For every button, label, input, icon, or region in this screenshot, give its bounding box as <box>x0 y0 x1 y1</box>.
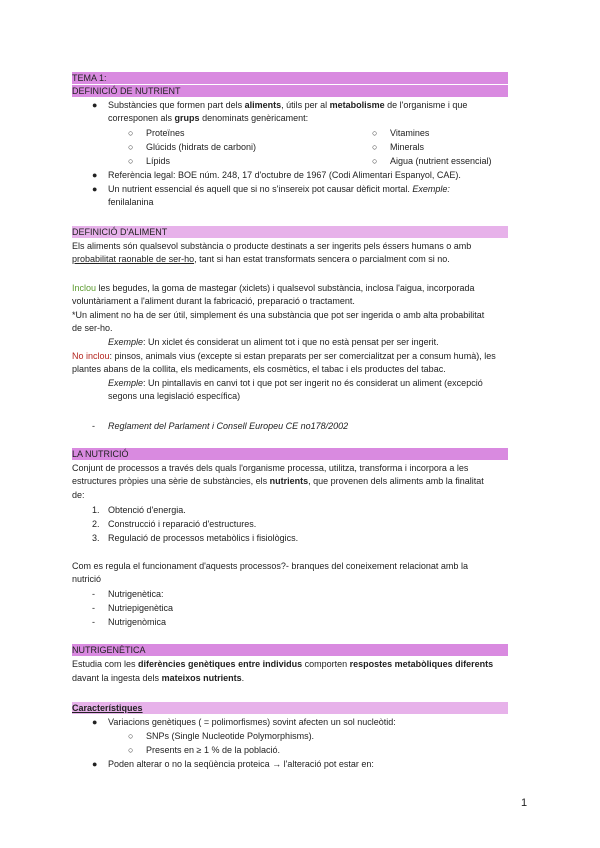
example-xiclet: Exemple: Un xiclet és considerat un aliment tot i que no està pensat per ser ingerit. <box>108 337 439 347</box>
characteristic-item: Poden alterar o no la seqüència proteica → l'alteració pot estar en: <box>108 759 374 769</box>
list-number: 2. <box>92 519 100 529</box>
characteristic-subitem: Presents en ≥ 1 % de la població. <box>146 745 281 755</box>
sub-bullet: ○ <box>372 142 378 152</box>
nutrigenetica-line2: davant la ingesta dels mateixos nutrients. <box>72 673 245 683</box>
sub-bullet: ○ <box>128 156 134 166</box>
nutrient-group-item: Glúcids (hidrats de carboni) <box>146 142 257 152</box>
aliment-definition-line2: probabilitat raonable de ser-ho, tant si han estat transformats sencera o parcialment com si no. <box>72 254 450 264</box>
question-line1: Com es regula el funcionament d'aquests processos?- branques del coneixement relacionat amb la <box>72 561 468 571</box>
nutrient-group-item: Proteïnes <box>146 128 185 138</box>
question-line2: nutrició <box>72 574 102 584</box>
characteristic-item: Variacions genètiques ( = polimorfismes) sovint afecten un sol nucleòtid: <box>108 717 396 727</box>
bullet-dot: ● <box>92 100 98 110</box>
section-title-nutrient: DEFINICIÓ DE NUTRIENT <box>72 85 508 97</box>
nutrigenetica-line1: Estudia com les diferències genètiques entre individus comporten respostes metabòliques diferents <box>72 659 494 669</box>
nutrient-group-item: Minerals <box>390 142 425 152</box>
nutrient-definition-line1: Substàncies que formen part dels aliments, útils per al metabolisme de l'organisme i que <box>108 100 468 110</box>
no-inclou-line1: No inclou: pinsos, animals vius (excepte si estan preparats per ser comercialitzat per a consum humà), les <box>72 351 496 361</box>
list-number: 3. <box>92 533 100 543</box>
section-title-caracteristiques: Característiques <box>72 702 508 714</box>
nutricio-line3: de: <box>72 490 85 500</box>
bullet-dot: ● <box>92 184 98 194</box>
no-inclou-line2: plantes abans de la collita, els medicaments, els cosmètics, el tabac i els productes del tabac. <box>72 364 446 374</box>
dash-bullet: - <box>92 421 95 431</box>
nutrient-definition-line2: corresponen als grups denominats genèricament: <box>108 113 309 123</box>
tema-heading: TEMA 1: <box>72 72 508 84</box>
nutrient-group-item: Aigua (nutrient essencial) <box>390 156 492 166</box>
example-pintallavis-line2: segons una legislació específica) <box>108 391 241 401</box>
regulation-reference: Reglament del Parlament i Consell Europeu CE no178/2002 <box>108 421 349 431</box>
essential-nutrient-line2: fenilalanina <box>108 197 154 207</box>
bullet-dot: ● <box>92 717 98 727</box>
dash-bullet: - <box>92 603 95 613</box>
note-line1: *Un aliment no ha de ser útil, simplement és una substància que pot ser ingerida o amb alta probabilitat <box>72 310 485 320</box>
bullet-dot: ● <box>92 170 98 180</box>
sub-bullet: ○ <box>372 128 378 138</box>
nutrient-group-item: Vitamines <box>390 128 430 138</box>
branch-item: Nutrigenètica: <box>108 589 164 599</box>
nutricio-goal: Construcció i reparació d'estructures. <box>108 519 257 529</box>
sub-bullet: ○ <box>128 745 134 755</box>
dash-bullet: - <box>92 617 95 627</box>
inclou-line1: Inclou les begudes, la goma de mastegar (xiclets) i qualsevol substància, inclosa l'aigua, incorporada <box>72 283 475 293</box>
inclou-line2: voluntàriament a l'aliment durant la fabricació, preparació o tractament. <box>72 296 355 306</box>
nutricio-line2: estructures pròpies una sèrie de substàncies, els nutrients, que provenen dels aliments amb la finalitat <box>72 476 484 486</box>
nutrient-group-item: Lípids <box>146 156 171 166</box>
section-title-nutricio: LA NUTRICIÓ <box>72 448 508 460</box>
sub-bullet: ○ <box>128 142 134 152</box>
characteristic-subitem: SNPs (Single Nucleotide Polymorphisms). <box>146 731 315 741</box>
section-title-nutrigenetica: NUTRIGENÈTICA <box>72 644 508 656</box>
sub-bullet: ○ <box>128 731 134 741</box>
legal-reference: Referència legal: BOE núm. 248, 17 d'octubre de 1967 (Codi Alimentari Espanyol, CAE). <box>108 170 461 180</box>
list-number: 1. <box>92 505 100 515</box>
nutricio-line1: Conjunt de processos a través dels quals l'organisme processa, utilitza, transforma i incorpora a les <box>72 463 469 473</box>
branch-item: Nutriepigenètica <box>108 603 174 613</box>
section-title-aliment: DEFINICIÓ D'ALIMENT <box>72 226 508 238</box>
page-number: 1 <box>521 797 528 809</box>
sub-bullet: ○ <box>372 156 378 166</box>
aliment-definition-line1: Els aliments són qualsevol substància o producte destinats a ser ingerits pels éssers humans o amb <box>72 241 472 251</box>
bullet-dot: ● <box>92 759 98 769</box>
sub-bullet: ○ <box>128 128 134 138</box>
example-pintallavis-line1: Exemple: Un pintallavis en canvi tot i que pot ser ingerit no és considerat un aliment (excepció <box>108 378 483 388</box>
note-line2: de ser-ho. <box>72 323 113 333</box>
nutricio-goal: Regulació de processos metabòlics i fisiològics. <box>108 533 299 543</box>
branch-item: Nutrigenòmica <box>108 617 167 627</box>
essential-nutrient-line1: Un nutrient essencial és aquell que si no s'insereix pot causar dèficit mortal. Exemple: <box>108 184 450 194</box>
nutricio-goal: Obtenció d'energia. <box>108 505 186 515</box>
dash-bullet: - <box>92 589 95 599</box>
